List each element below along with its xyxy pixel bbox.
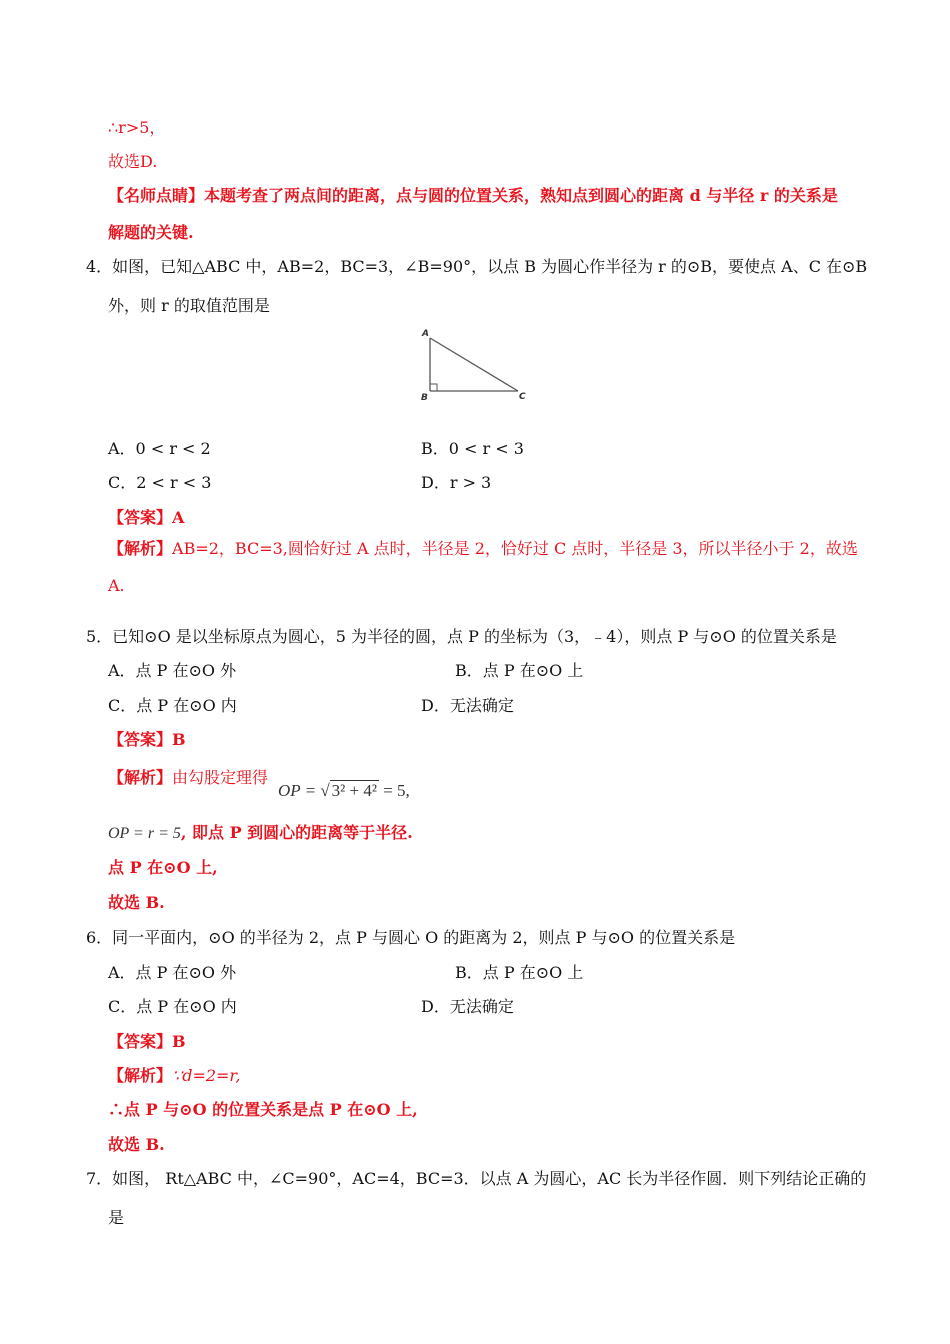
line2-math: OP = r = 5: [108, 825, 181, 842]
formula-rhs: = 5,: [378, 781, 410, 800]
vertex-label-a: A: [422, 329, 429, 339]
q6-option-c: C．点 P 在⊙O 内: [108, 997, 237, 1016]
q4-analysis-line2: A.: [108, 576, 125, 595]
q5-option-c: C．点 P 在⊙O 内: [108, 696, 237, 715]
q6-answer: 【答案】B: [108, 1032, 186, 1051]
q5-formula: [278, 780, 410, 802]
formula-radicand: 3² + 4²: [331, 781, 377, 800]
right-angle-mark: [430, 384, 437, 391]
q6-stem: 6．同一平面内，⊙O 的半径为 2，点 P 与圆心 O 的距离为 2，则点 P 与⊙O 的位置关系是: [86, 928, 736, 947]
q5-analysis-line1: [108, 767, 268, 789]
tip-text: 本题考查了两点间的距离，点与圆的位置关系，熟知点到圆心的距离 d 与半径 r 的关系是: [204, 186, 838, 205]
q3-tip-line2: 解题的关键.: [108, 223, 194, 242]
q5-answer: 【答案】B: [108, 730, 186, 749]
q7-stem-line2: 是: [108, 1208, 125, 1227]
formula-lhs: OP =: [278, 781, 321, 800]
q4-option-b: B．0 < r < 3: [421, 439, 524, 458]
q4-option-d: D．r > 3: [421, 473, 492, 492]
vertex-label-b: B: [421, 393, 428, 403]
q5-stem: 5．已知⊙O 是以坐标原点为圆心，5 为半径的圆，点 P 的坐标为（3，﹣4），则点 P 与⊙O 的位置关系是: [86, 627, 837, 646]
q6-option-d: D．无法确定: [421, 997, 514, 1016]
q6-analysis-line3: 故选 B.: [108, 1135, 165, 1154]
q5-analysis-line3: 点 P 在⊙O 上,: [108, 858, 218, 877]
line2-text: , 即点 P 到圆心的距离等于半径.: [180, 823, 413, 842]
q5-analysis-line4: 故选 B.: [108, 893, 165, 912]
vertex-label-c: C: [519, 392, 526, 402]
analysis-text: AB=2，BC=3,圆恰好过 A 点时，半径是 2，恰好过 C 点时，半径是 3，所以半径小于 2，故选: [172, 539, 858, 558]
q4-stem-line2: 外，则 r 的取值范围是: [108, 296, 270, 315]
q3-tip-line1: [108, 185, 838, 207]
q5-analysis-line2: [108, 822, 413, 845]
q6-option-a: A．点 P 在⊙O 外: [108, 963, 237, 982]
analysis-label: 【解析】: [108, 1066, 173, 1085]
analysis-text: 由勾股定理得: [172, 768, 269, 787]
analysis-label: 【解析】: [108, 539, 173, 558]
q4-answer: 【答案】A: [108, 508, 185, 527]
triangle-side-ac: [430, 338, 518, 391]
q6-analysis-line1: [108, 1065, 240, 1087]
q4-triangle-figure: [418, 326, 532, 406]
q4-stem-line1: 4．如图，已知△ABC 中，AB=2，BC=3，∠B=90°，以点 B 为圆心作半径为 r 的⊙B，要使点 A、C 在⊙B: [86, 257, 868, 276]
tip-label: 【名师点睛】: [108, 186, 205, 205]
analysis-label: 【解析】: [108, 768, 173, 787]
q5-option-a: A．点 P 在⊙O 外: [108, 661, 237, 680]
q6-option-b: B．点 P 在⊙O 上: [455, 963, 584, 982]
q4-analysis-line1: [108, 538, 858, 560]
analysis-text: ∵d=2=r,: [172, 1066, 241, 1085]
q4-option-c: C．2 < r < 3: [108, 473, 212, 492]
q3-choice-line: 故选D.: [108, 152, 158, 171]
q7-stem-line1: 7．如图， Rt△ABC 中，∠C=90°，AC=4，BC=3．以点 A 为圆心，AC 长为半径作圆．则下列结论正确的: [86, 1169, 867, 1188]
q4-option-a: A．0 < r < 2: [108, 439, 211, 458]
q6-analysis-line2: ∴点 P 与⊙O 的位置关系是点 P 在⊙O 上,: [108, 1100, 418, 1119]
q5-option-d: D．无法确定: [421, 696, 514, 715]
sqrt-sign: √: [320, 781, 330, 800]
q5-option-b: B．点 P 在⊙O 上: [455, 661, 584, 680]
q3-conclusion-line: ∴r>5，: [108, 118, 166, 137]
